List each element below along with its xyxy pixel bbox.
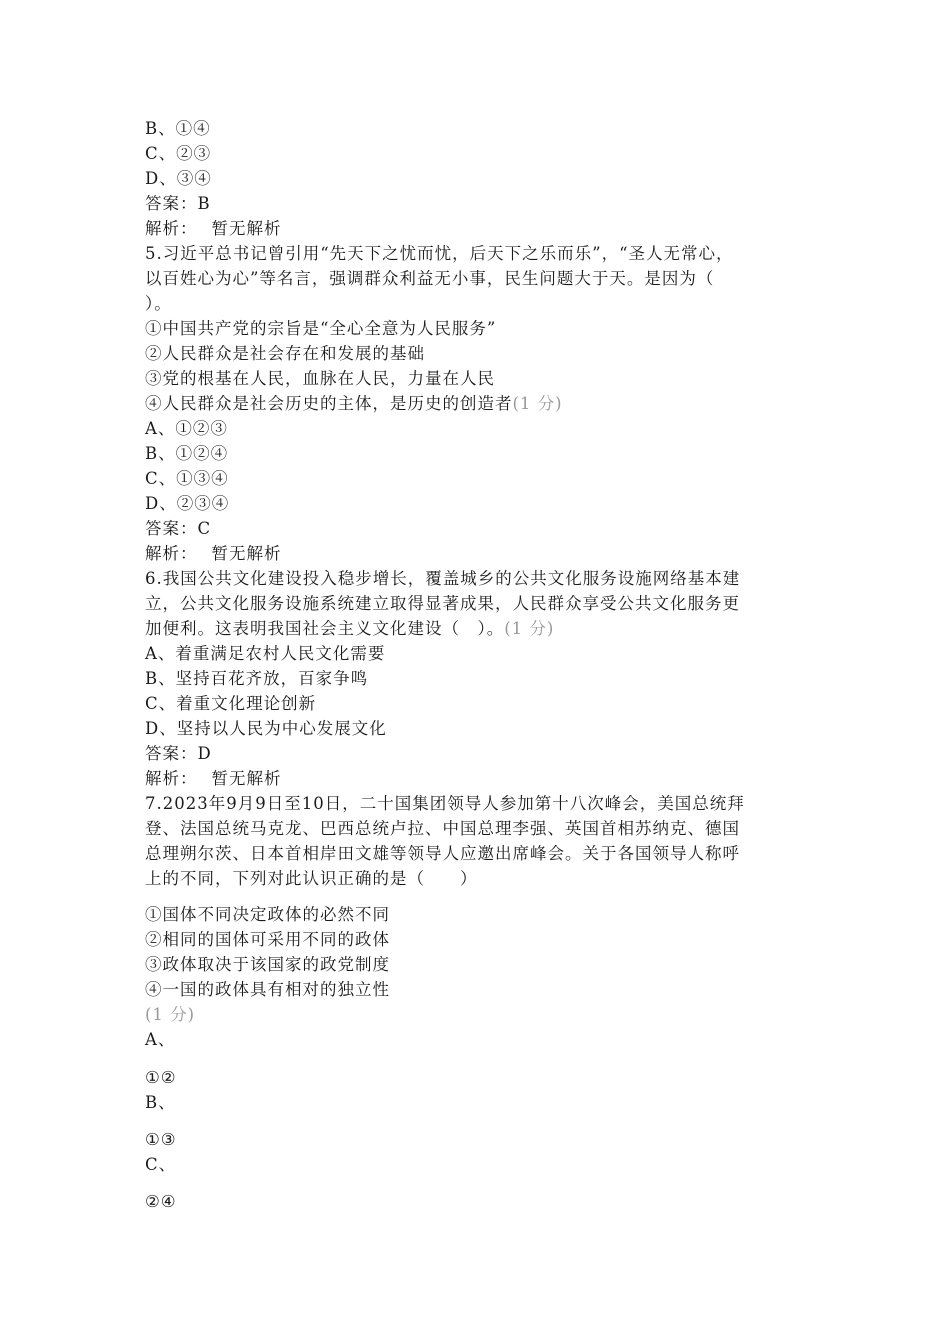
answer: 答案：B — [145, 194, 211, 213]
option-b-value: ①③ — [145, 1130, 177, 1149]
statement: ③党的根基在人民，血脉在人民，力量在人民 — [145, 369, 495, 388]
question-stem-line: 登、法国总统马克龙、巴西总统卢拉、中国总理李强、英国首相苏纳克、德国 — [145, 819, 740, 838]
question-stem-line: 以百姓心为心”等名言，强调群众利益无小事，民生问题大于天。是因为（ — [145, 269, 715, 288]
option-d: D、②③④ — [145, 494, 230, 513]
score-label: (1 分) — [512, 394, 563, 413]
option-a-letter: A、 — [145, 1030, 176, 1049]
score-label: (1 分) — [145, 1005, 196, 1024]
analysis: 解析： 暂无解析 — [145, 219, 282, 238]
question-stem-line: 立，公共文化服务设施系统建立取得显著成果，人民群众享受公共文化服务更 — [145, 594, 740, 613]
option-c-letter: C、 — [145, 1155, 177, 1174]
statement: ②人民群众是社会存在和发展的基础 — [145, 344, 425, 363]
statement: ④一国的政体具有相对的独立性 — [145, 980, 390, 999]
answer: 答案：D — [145, 744, 212, 763]
question-stem-line: 加便利。这表明我国社会主义文化建设（ ）。(1 分) — [145, 619, 555, 638]
analysis: 解析： 暂无解析 — [145, 769, 282, 788]
option-d: D、③④ — [145, 169, 212, 188]
option-b-letter: B、 — [145, 1093, 176, 1112]
statement: ②相同的国体可采用不同的政体 — [145, 930, 390, 949]
question-stem-line: 7.2023年9月9日至10日，二十国集团领导人参加第十八次峰会，美国总统拜 — [145, 794, 745, 813]
answer: 答案：C — [145, 519, 212, 538]
option-c: C、①③④ — [145, 469, 229, 488]
question-stem-line: 5.习近平总书记曾引用“先天下之忧而忧，后天下之乐而乐”，“圣人无常心， — [145, 244, 734, 263]
option-b: B、坚持百花齐放，百家争鸣 — [145, 669, 369, 688]
option-a: A、①②③ — [145, 419, 228, 438]
statement: ③政体取决于该国家的政党制度 — [145, 955, 390, 974]
option-c: C、②③ — [145, 144, 212, 163]
option-c: C、着重文化理论创新 — [145, 694, 317, 713]
option-a-value: ①② — [145, 1068, 177, 1087]
question-stem-line: 6.我国公共文化建设投入稳步增长，覆盖城乡的公共文化服务设施网络基本建 — [145, 569, 741, 588]
option-b: B、①②④ — [145, 444, 229, 463]
statement: ①国体不同决定政体的必然不同 — [145, 905, 390, 924]
question-stem-line: ）。 — [145, 294, 172, 313]
score-label: (1 分) — [504, 619, 555, 638]
analysis: 解析： 暂无解析 — [145, 544, 282, 563]
option-a: A、着重满足农村人民文化需要 — [145, 644, 386, 663]
statement: ①中国共产党的宗旨是“全心全意为人民服务” — [145, 319, 497, 338]
option-c-value: ②④ — [145, 1192, 177, 1211]
question-stem-line: 总理朔尔茨、日本首相岸田文雄等领导人应邀出席峰会。关于各国领导人称呼 — [145, 844, 740, 863]
statement: ④人民群众是社会历史的主体，是历史的创造者(1 分) — [145, 394, 563, 413]
option-d: D、坚持以人民为中心发展文化 — [145, 719, 387, 738]
option-b: B、①④ — [145, 119, 211, 138]
question-stem-line: 上的不同，下列对此认识正确的是（ ） — [145, 869, 478, 888]
